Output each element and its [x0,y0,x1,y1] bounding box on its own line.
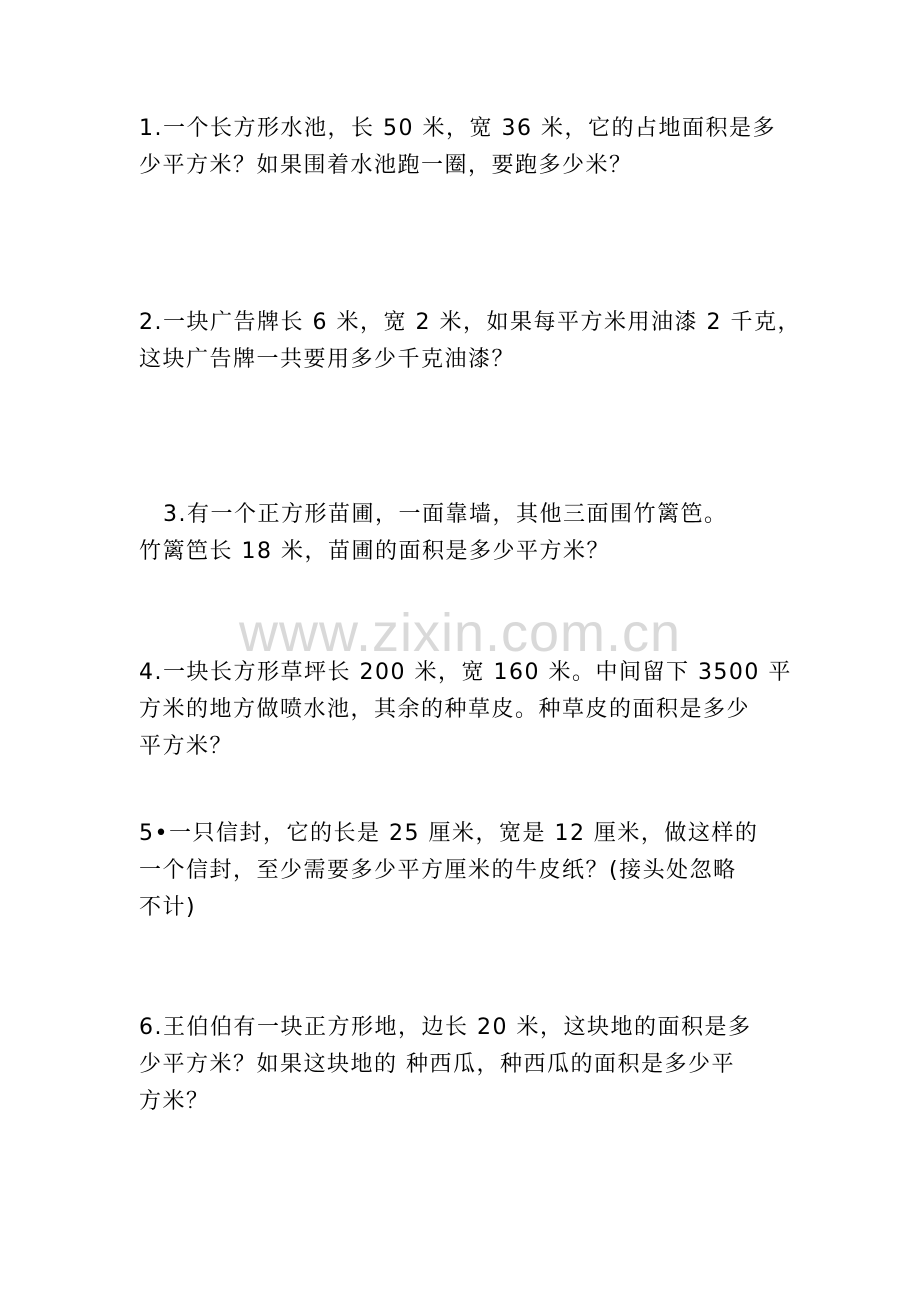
problem-5-line-3: 不计) [139,895,197,920]
problem-1-line-1: 1.一个长方形水池，长 50 米，宽 36 米，它的占地面积是多 [139,116,776,141]
problem-2 [139,304,801,378]
problem-4 [139,654,792,765]
problem-2-line-2: 这块广告牌一共要用多少千克油漆？ [139,347,516,372]
problem-5-line-1: 5•一只信封，它的长是 25 厘米，宽是 12 厘米，做这样的 [139,821,759,846]
problem-6-line-2: 少平方米？如果这块地的 种西瓜，种西瓜的面积是多少平 [139,1052,735,1077]
problem-6-line-3: 方米？ [139,1089,210,1114]
watermark: www.zixin.com.cn [238,603,682,663]
problem-3 [139,496,784,570]
problem-1 [139,110,784,184]
problem-1-line-2: 少平方米？如果围着水池跑一圈，要跑多少米？ [139,153,633,178]
problem-5 [139,815,784,926]
problem-5-line-2: 一个信封，至少需要多少平方厘米的牛皮纸？(接头处忽略 [139,858,737,883]
problem-2-line-1: 2.一块广告牌长 6 米，宽 2 米，如果每平方米用油漆 2 千克， [139,310,801,335]
problem-6-line-1: 6.王伯伯有一块正方形地，边长 20 米，这块地的面积是多 [139,1015,752,1040]
problem-4-line-2: 方米的地方做喷水池，其余的种草皮。种草皮的面积是多少 [139,697,751,722]
problem-3-line-2: 竹篱笆长 18 米，苗圃的面积是多少平方米？ [139,539,610,564]
problem-3-line-1: 3.有一个正方形苗圃，一面靠墙，其他三面围竹篱笆。 [163,502,728,527]
problem-4-line-1: 4.一块长方形草坪长 200 米，宽 160 米。中间留下 3500 平 [139,660,792,685]
problem-4-line-3: 平方米？ [139,734,234,759]
problem-6 [139,1009,784,1120]
